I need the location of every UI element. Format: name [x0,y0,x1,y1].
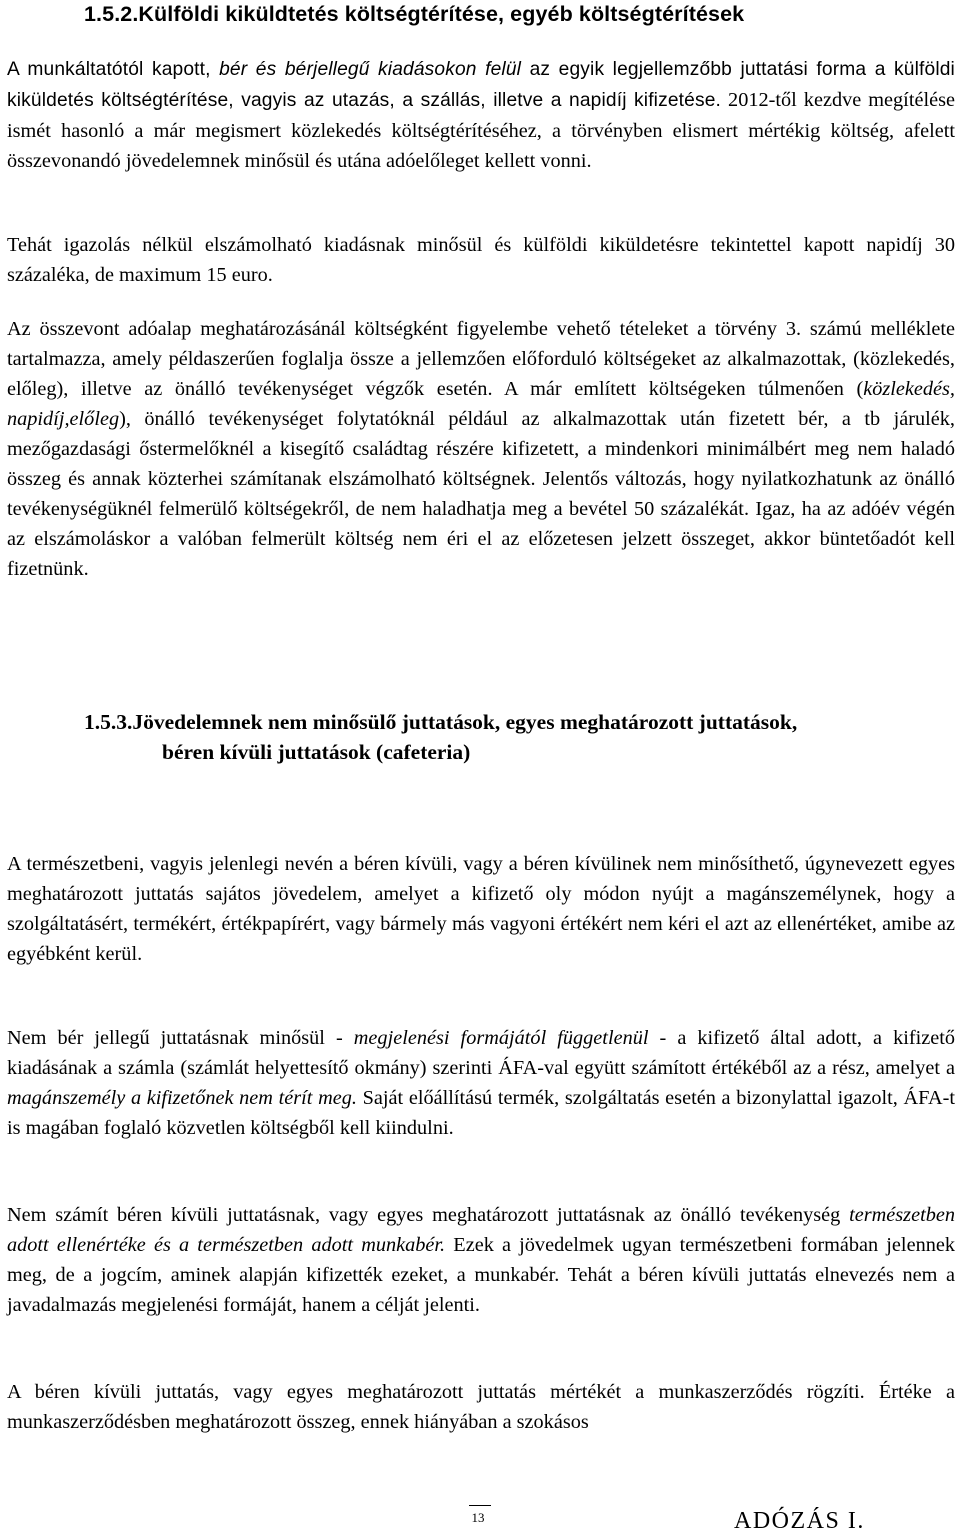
text-run: számú melléklete tartalmazza, amely példaszerűen foglalja össze a jellemzően előforduló költségeket az alkalmazottak, (közlekedés, előleg), illetve az önálló tevékenységet végzők esetén. A már említett költségeken túlmenően ( [7,318,955,400]
heading-line-2: béren kívüli juttatások (cafeteria) [162,740,471,764]
paragraph-benefit-amount: A béren kívüli juttatás, vagy egyes meghatározott juttatás mértékét a munkaszerződés rögzíti. Értéke a munkaszerződésben meghatározott összeg, ennek hiányában a szokásos [7,1381,955,1433]
emphasis-text: megjelenési formájától függetlenül [353,1027,649,1049]
section-heading-1-5-3 [84,707,956,767]
footer-brand: ADÓZÁS I. [734,1508,865,1534]
text-run: Nem számít béren kívüli juttatásnak, vagy egyes meghatározott juttatásnak az önálló tevékenység [7,1204,850,1226]
emphasis-text: természetben adott ellenértéke és a természetben adott munkabér. [7,1204,955,1256]
text-run: Nem bér jellegű juttatásnak minősül - [7,1027,354,1049]
section-heading-1-5-2: 1.5.2.Külföldi kiküldtetés költségtérítése, egyéb költségtérítések [84,2,745,26]
paragraph-non-wage-benefit [7,1023,955,1143]
text-run: ), önálló tevékenységet folytatóknál például az alkalmazottak után fizetett bér, a tb járulék, mezőgazdasági őstermelőknél a kisegítő családtag részére kifizetett, a mindenkori minimálbért meg nem haladó összeg és annak közterhei számítanak elszámolható költségnek. Jelentős változás, hogy nyilatkozhatunk az önálló tevékenységüknél felmerülő költségekről, de nem haladhatja meg a bevétel 50 százalékát. Igaz, ha az adóév végén az elszámoláskor a valóban felmerült költség nem éri el az előzetesen jelzett összeget, akkor büntetőadót kell fizetnünk. [7,408,955,580]
emphasis-text: közlekedés, napidíj,előleg [7,378,955,430]
text-run: Ezek a jövedelmek ugyan természetbeni formában jelennek meg, de a jogcím, aminek alapján kifizették ezeket, a munkabér. Tehát a béren kívüli juttatás elnevezés nem a javadalmazás megjelenési formáját, hanem a célját jelenti. [7,1234,955,1316]
text-run: az egyik legjellemzőbb juttatási forma a külföldi kiküldetés költségtérítése, vagyis az utazás, a szállás, illetve a napidíj kifizetése. [7,59,955,111]
page-number: 13 [471,1510,485,1525]
text-run: 2012-től kezdve megítélése ismét hasonló a már megismert közlekedés költségtérítéséhez, a törvényben elismert mértékig költség, afelett összevonandó jövedelemnek minősül és utána adóelőleget kellett vonni. [7,89,955,172]
emphasis-text: magánszemély a kifizetőnek nem térít meg. [7,1087,357,1109]
text-run: Saját előállítású termék, szolgáltatás esetén a bizonylattal igazolt, ÁFA-t is magában foglaló közvetlen költségből kell kiindulni. [7,1087,955,1139]
paragraph-not-fringe-benefit [7,1200,955,1320]
paragraph-in-kind-benefits: A természetbeni, vagyis jelenlegi nevén a béren kívüli, vagy a béren kívülinek nem minősíthető, úgynevezett egyes meghatározott juttatás sajátos jövedelem, amelyet a kifizető oly módon nyújt a magánszemélynek, hogy a szolgáltatásért, termékért, értékpapírért, vagy bármely más vagyoni értékért nem kéri el azt az ellenértéket, amibe az egyébként kerül. [7,853,955,965]
emphasis-text: bér és bérjellegű kiadásokon felül [219,59,522,80]
footer-rule [469,1505,491,1506]
paragraph-foreign-travel-intro [7,54,955,176]
text-run: - a kifizető által adott, a kifizető kiadásának a számla (számlát helyettesítő okmány) szerinti ÁFA-val együtt számított értékéből az a rész, amelyet a [7,1027,956,1079]
text-run: Az összevont adóalap meghatározásánál költségként figyelembe vehető tételeket a törvény 3. [7,318,802,340]
text-run: A munkáltatótól kapott, [7,59,220,80]
heading-number: 1.5.3. [84,710,133,734]
paragraph-per-diem: Tehát igazolás nélkül elszámolható kiadásnak minősül és külföldi kiküldetésre tekintettel kapott napidíj 30 százaléka, de maximum 15 euro. [7,234,955,286]
heading-line-1: Jövedelemnek nem minősülő juttatások, egyes meghatározott juttatások, [132,710,798,734]
paragraph-deductible-costs [7,314,955,584]
